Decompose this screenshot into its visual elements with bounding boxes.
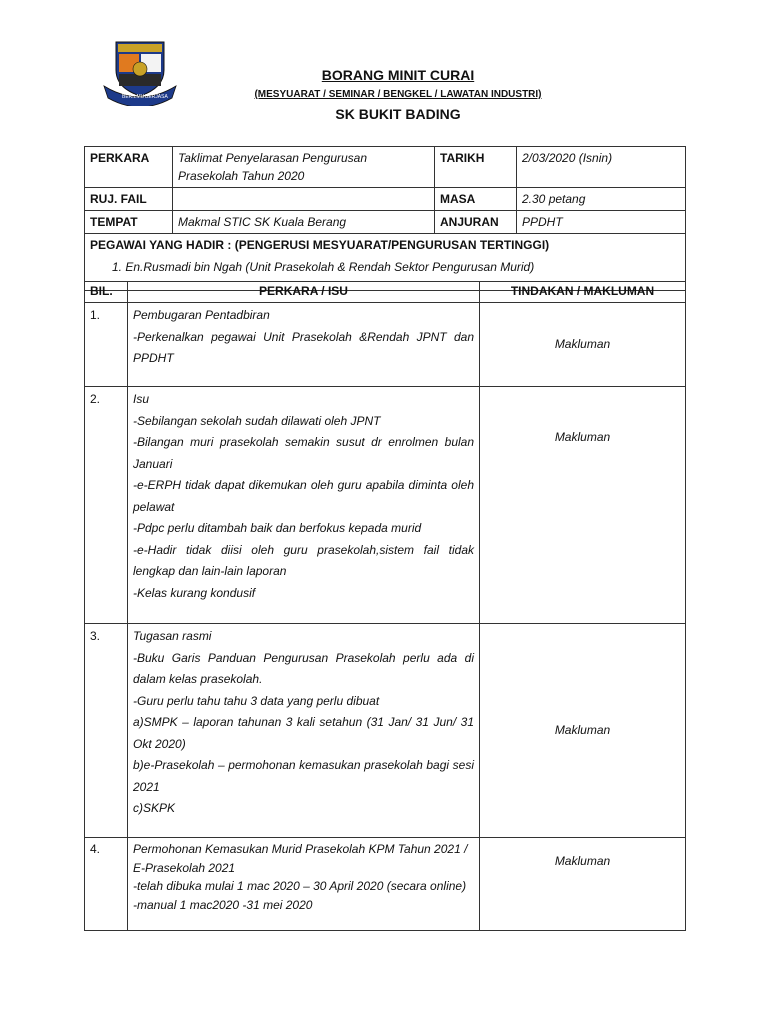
- row-bil: 4.: [85, 838, 128, 931]
- row-line: -telah dibuka mulai 1 mac 2020 – 30 April 2020 (secara online): [133, 879, 467, 893]
- perkara-value-line-1: Taklimat Penyelarasan Pengurusan: [178, 151, 368, 165]
- rujfail-value: [173, 188, 435, 211]
- row-line: -Kelas kurang kondusif: [133, 585, 256, 600]
- row-line: -manual 1 mac2020 -31 mei 2020: [133, 897, 313, 912]
- row-line: b)e-Prasekolah – permohonan kemasukan prasekolah bagi sesi 2021: [133, 758, 474, 794]
- row-tindakan: Makluman: [480, 624, 686, 838]
- row-tindakan: Makluman: [480, 838, 686, 931]
- anjuran-value: PPDHT: [517, 211, 686, 234]
- anjuran-label: ANJURAN: [435, 211, 517, 234]
- row-line: Tugasan rasmi: [133, 629, 212, 643]
- masa-value: 2.30 petang: [517, 188, 686, 211]
- row-line: -Pdpc perlu ditambah baik dan berfokus kepada murid: [133, 521, 422, 535]
- info-row-rujfail: [85, 188, 686, 211]
- logo-motto-right: BERJASA: [145, 94, 168, 100]
- hadir-item: 1. En.Rusmadi bin Ngah (Unit Prasekolah & Rendah Sektor Pengurusan Murid): [112, 260, 535, 274]
- header-bil: BIL.: [85, 282, 128, 303]
- row-bil: 2.: [85, 387, 128, 624]
- perkara-value: [173, 147, 435, 188]
- row-line: -e-Hadir tidak diisi oleh guru prasekolah,sistem fail tidak lengkap dan lain-lain laporan: [133, 542, 474, 578]
- row-tindakan: Makluman: [480, 387, 686, 624]
- row-line: -Bilangan muri prasekolah semakin susut dr enrolmen bulan Januari: [133, 435, 474, 471]
- row-line: Permohonan Kemasukan Murid Prasekolah KPM Tahun 2021 / E-Prasekolah 2021: [133, 842, 468, 875]
- table-row: [85, 303, 686, 387]
- row-line: -Perkenalkan pegawai Unit Prasekolah &Rendah JPNT dan PPDHT: [133, 329, 474, 365]
- rujfail-label: RUJ. FAIL: [85, 188, 173, 211]
- table-row: [85, 838, 686, 931]
- logo-motto-left: BERILMU: [122, 94, 145, 100]
- row-content: [128, 624, 480, 838]
- form-subtitle: (MESYUARAT / SEMINAR / BENGKEL / LAWATAN INDUSTRI): [254, 89, 542, 100]
- row-content: [128, 303, 480, 387]
- row-line: c)SKPK: [133, 801, 176, 815]
- table-header-row: [85, 282, 686, 303]
- form-title: BORANG MINIT CURAI: [321, 67, 475, 83]
- info-table: [84, 146, 686, 291]
- perkara-label: PERKARA: [85, 147, 173, 188]
- table-row: [85, 387, 686, 624]
- header-tindakan: TINDAKAN / MAKLUMAN: [480, 282, 686, 303]
- tarikh-value: 2/03/2020 (Isnin): [517, 147, 686, 188]
- row-line: -Guru perlu tahu tahu 3 data yang perlu dibuat: [133, 693, 380, 708]
- tarikh-label: TARIKH: [435, 147, 517, 188]
- perkara-value-line-2: Prasekolah Tahun 2020: [178, 169, 305, 183]
- header-perkara: PERKARA / ISU: [128, 282, 480, 303]
- info-row-tempat: [85, 211, 686, 234]
- minutes-table: [84, 281, 686, 931]
- row-bil: 3.: [85, 624, 128, 838]
- info-row-perkara: [85, 147, 686, 188]
- masa-label: MASA: [435, 188, 517, 211]
- row-line: a)SMPK – laporan tahunan 3 kali setahun (31 Jan/ 31 Jun/ 31 Okt 2020): [133, 715, 474, 751]
- row-line: Isu: [133, 392, 150, 406]
- row-line: -e-ERPH tidak dapat dikemukan oleh guru apabila diminta oleh pelawat: [133, 478, 474, 514]
- row-bil: 1.: [85, 303, 128, 387]
- row-tindakan: Makluman: [480, 303, 686, 387]
- row-line: -Buku Garis Panduan Pengurusan Prasekolah perlu ada di dalam kelas prasekolah.: [133, 650, 474, 686]
- row-line: -Sebilangan sekolah sudah dilawati oleh JPNT: [133, 413, 381, 428]
- school-name: SK BUKIT BADING: [335, 106, 461, 122]
- tempat-label: TEMPAT: [85, 211, 173, 234]
- row-line: Pembugaran Pentadbiran: [133, 308, 270, 322]
- tempat-value: Makmal STIC SK Kuala Berang: [173, 211, 435, 234]
- hadir-title: PEGAWAI YANG HADIR : (PENGERUSI MESYUARAT/PENGURUSAN TERTINGGI): [90, 238, 550, 252]
- row-content: [128, 838, 480, 931]
- row-content: [128, 387, 480, 624]
- table-row: [85, 624, 686, 838]
